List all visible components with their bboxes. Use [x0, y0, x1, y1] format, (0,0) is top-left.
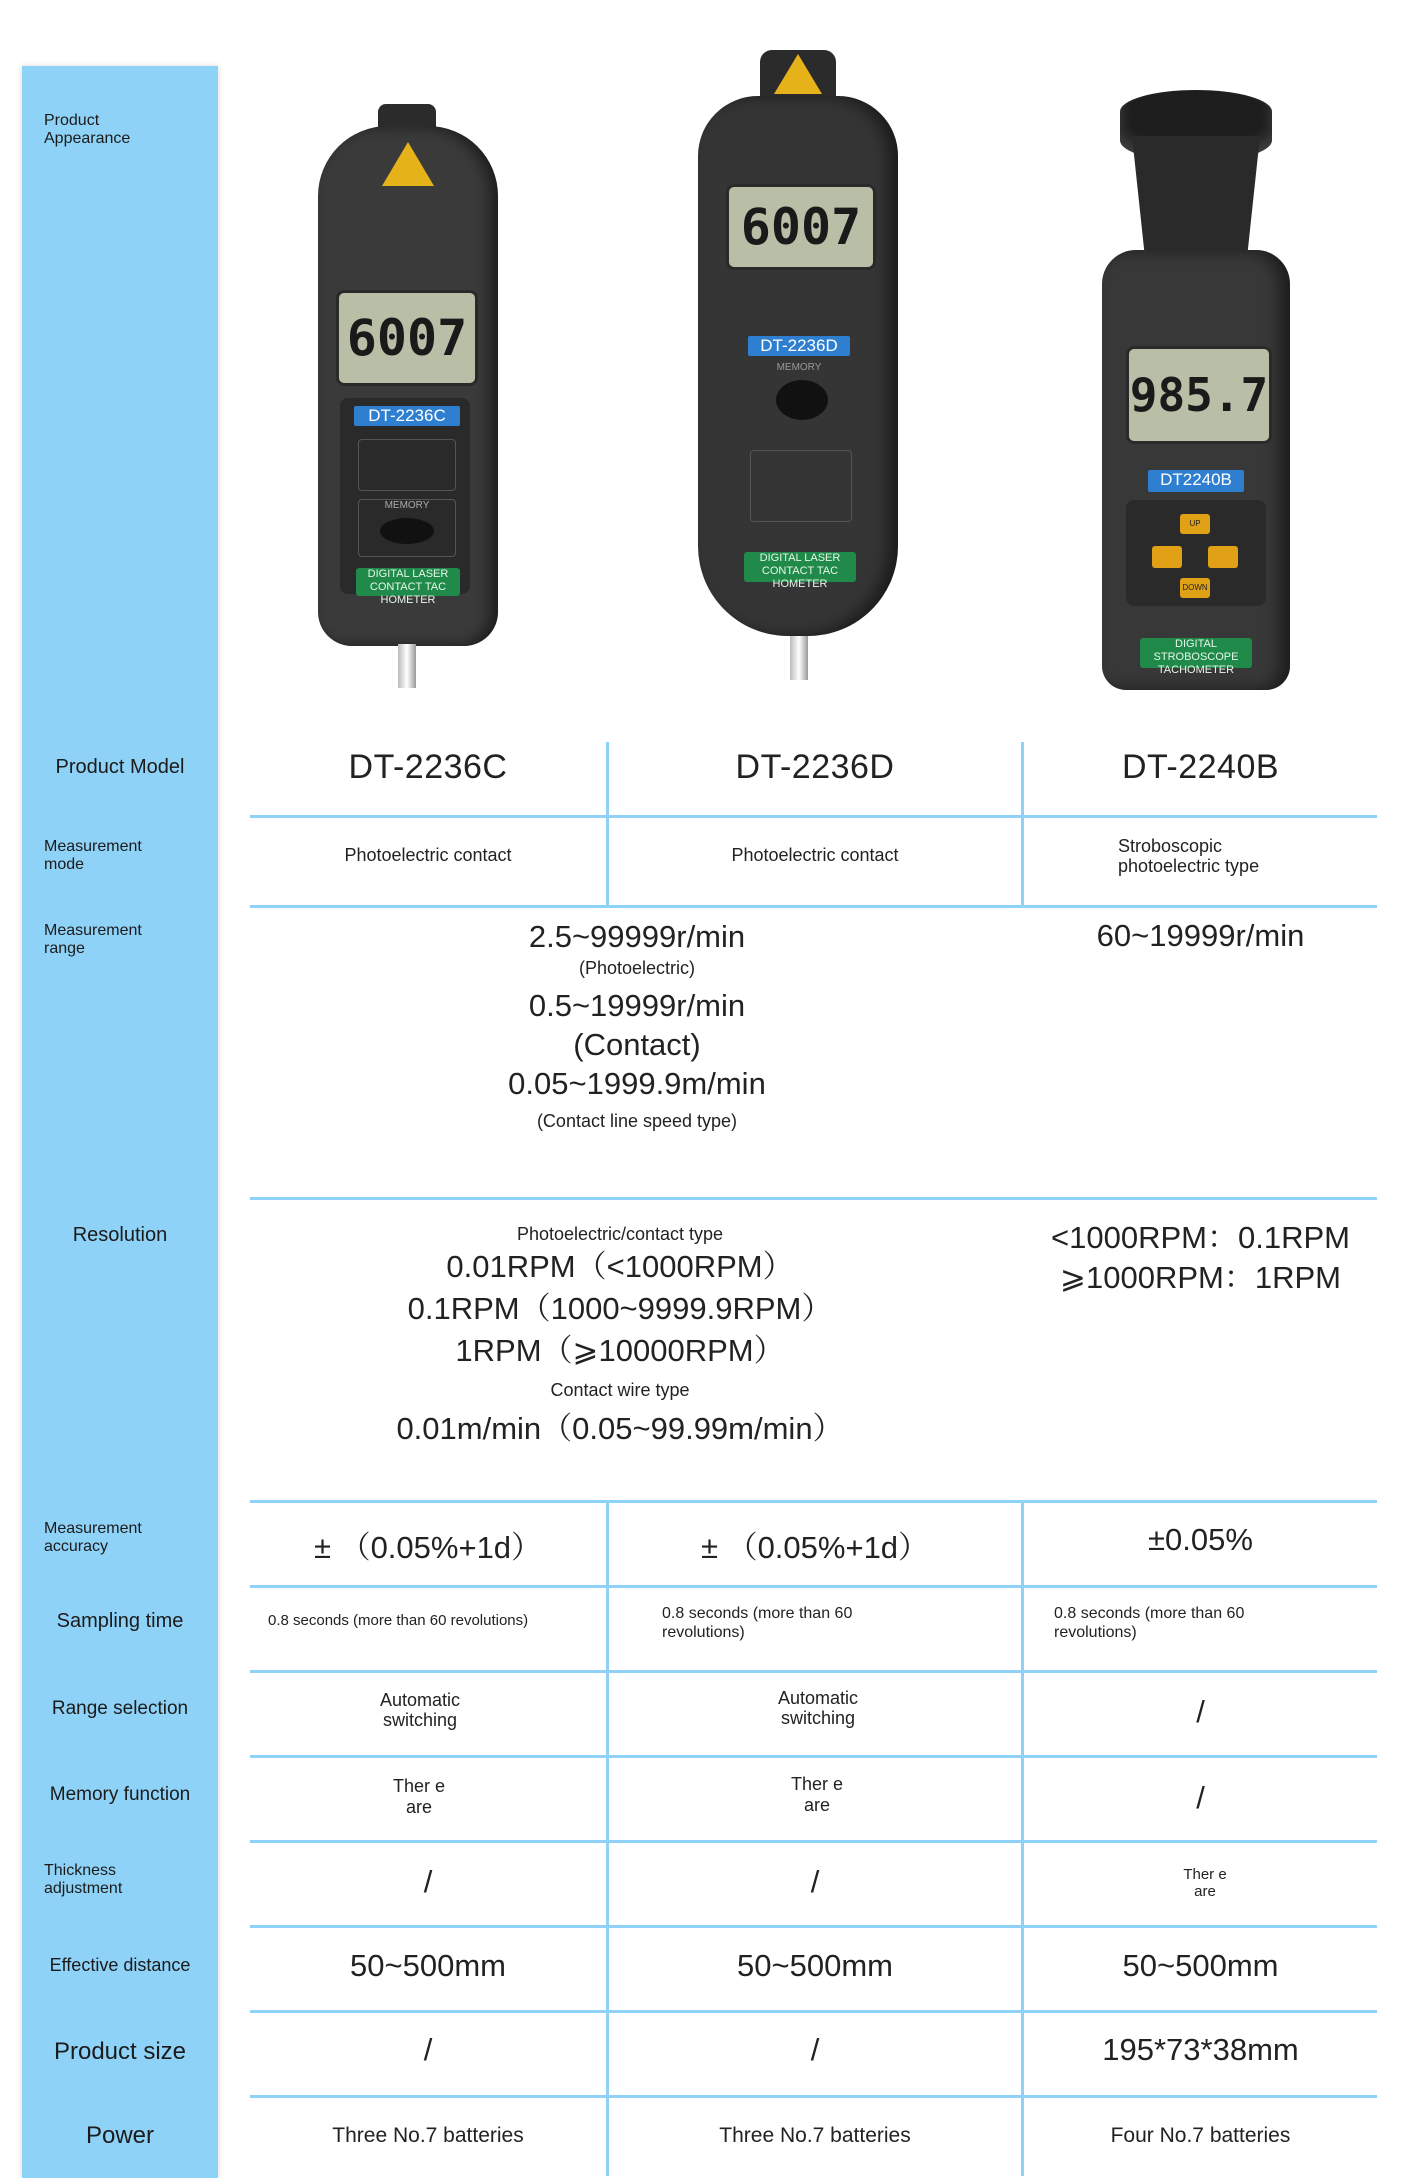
label-range-selection: Range selection [51, 1698, 189, 1719]
model-2: DT-2236D [735, 748, 895, 786]
range-line-speed: 0.05~1999.9m/min [508, 1065, 766, 1101]
up-button: UP [1180, 514, 1210, 534]
memory-3: / [1196, 1780, 1205, 1815]
range-photoelectric-note: (Photoelectric) [578, 957, 696, 978]
laser-warning-icon [382, 142, 434, 186]
sampling-2: 0.8 seconds (more than 60 revolutions) [662, 1605, 853, 1641]
size-1: / [423, 2032, 433, 2067]
resolution-3-line-2: ⩾1000RPM：1RPM [1060, 1260, 1341, 1296]
mode-2: Photoelectric contact [731, 845, 899, 865]
label-model: Product Model [55, 756, 185, 778]
device-screen: 6007 [726, 184, 876, 270]
model-badge: DT-2236C [354, 406, 460, 426]
device-screen: 6007 [336, 290, 478, 386]
sampling-1: 0.8 seconds (more than 60 revolutions) [268, 1612, 529, 1629]
resolution-line-3: 1RPM（⩾10000RPM） [455, 1332, 785, 1368]
resolution-wire-value: 0.01m/min（0.05~99.99m/min） [396, 1411, 844, 1447]
green-label: DIGITAL LASER CONTACT TAC HOMETER [356, 568, 460, 596]
device-image-2 [686, 50, 911, 682]
range-line-speed-note: (Contact line speed type) [536, 1110, 738, 1131]
laser-warning-icon [774, 54, 822, 94]
resolution-shared [250, 1222, 990, 1450]
green-label: DIGITAL LASER CONTACT TAC HOMETER [744, 552, 856, 582]
mode-1: Photoelectric contact [344, 845, 512, 865]
power-1: Three No.7 batteries [332, 2124, 524, 2147]
distance-1: 50~500mm [350, 1948, 506, 1983]
range-contact: 0.5~19999r/min [528, 988, 746, 1024]
range-photoelectric: 2.5~99999r/min [528, 919, 746, 954]
power-3: Four No.7 batteries [1110, 2124, 1291, 2147]
label-sampling: Sampling time [56, 1610, 184, 1632]
green-label: DIGITAL STROBOSCOPE TACHOMETER [1140, 638, 1252, 668]
model-badge: DT2240B [1148, 470, 1244, 492]
memory-button [380, 518, 434, 544]
label-memory: Memory function [49, 1784, 191, 1805]
size-3: 195*73*38mm [1102, 2032, 1299, 2067]
thickness-2: / [810, 1864, 820, 1899]
contact-shaft [398, 644, 416, 688]
accuracy-2: ± （0.05%+1d） [700, 1530, 930, 1565]
device-image-1 [300, 104, 515, 690]
accuracy-3: ±0.05% [1148, 1522, 1253, 1557]
mode-3: Stroboscopic photoelectric type [1118, 836, 1260, 876]
head-button [1152, 546, 1182, 568]
distance-3: 50~500mm [1122, 1948, 1279, 1983]
memory-button-label: MEMORY [776, 362, 822, 373]
range-sel-1: Automatic switching [379, 1690, 461, 1730]
model-badge: DT-2236D [748, 336, 850, 356]
label-power: Power [85, 2122, 155, 2149]
power-2: Three No.7 batteries [719, 2124, 911, 2147]
memory-button-label: MEMORY [358, 499, 456, 557]
resolution-type-wire: Contact wire type [550, 1379, 690, 1400]
thickness-3: Ther e are [1183, 1866, 1227, 1900]
resolution-3 [1024, 1218, 1377, 1299]
resolution-line-1: 0.01RPM（<1000RPM） [446, 1249, 794, 1285]
device-screen: 985.7 [1126, 346, 1272, 444]
label-accuracy: Measurement accuracy [44, 1520, 142, 1555]
accuracy-1: ± （0.05%+1d） [313, 1530, 543, 1565]
memory-1: Ther e are [392, 1776, 446, 1817]
thickness-1: / [423, 1864, 433, 1899]
resolution-3-line-1: <1000RPM：0.1RPM [1051, 1220, 1350, 1255]
label-range: Measurement range [44, 922, 142, 957]
size-2: / [810, 2032, 820, 2067]
distance-2: 50~500mm [737, 1948, 893, 1983]
label-size: Product size [53, 2038, 187, 2065]
sampling-3: 0.8 seconds (more than 60 revolutions) [1054, 1605, 1245, 1641]
label-distance: Effective distance [49, 1955, 191, 1975]
resolution-line-2: 0.1RPM（1000~9999.9RPM） [407, 1291, 833, 1327]
model-1: DT-2236C [348, 748, 508, 786]
range-contact-note: (Contact) [573, 1027, 701, 1062]
label-mode: Measurement mode [44, 838, 142, 873]
contact-shaft [790, 636, 808, 680]
label-appearance: Product Appearance [44, 112, 131, 147]
range-3: 60~19999r/min [1096, 918, 1305, 953]
label-resolution: Resolution [72, 1224, 168, 1246]
down-button: DOWN [1180, 578, 1210, 598]
label-thickness: Thickness adjustment [44, 1862, 123, 1897]
device-image-3 [1086, 90, 1306, 698]
range-sel-2: Automatic switching [777, 1688, 859, 1728]
range-sel-3: / [1196, 1694, 1205, 1729]
fine-button [1208, 546, 1238, 568]
resolution-type-photo: Photoelectric/contact type [516, 1224, 724, 1244]
memory-button [776, 380, 828, 420]
model-3: DT-2240B [1121, 748, 1280, 786]
memory-2: Ther e are [790, 1774, 844, 1815]
range-shared [250, 918, 1024, 1132]
